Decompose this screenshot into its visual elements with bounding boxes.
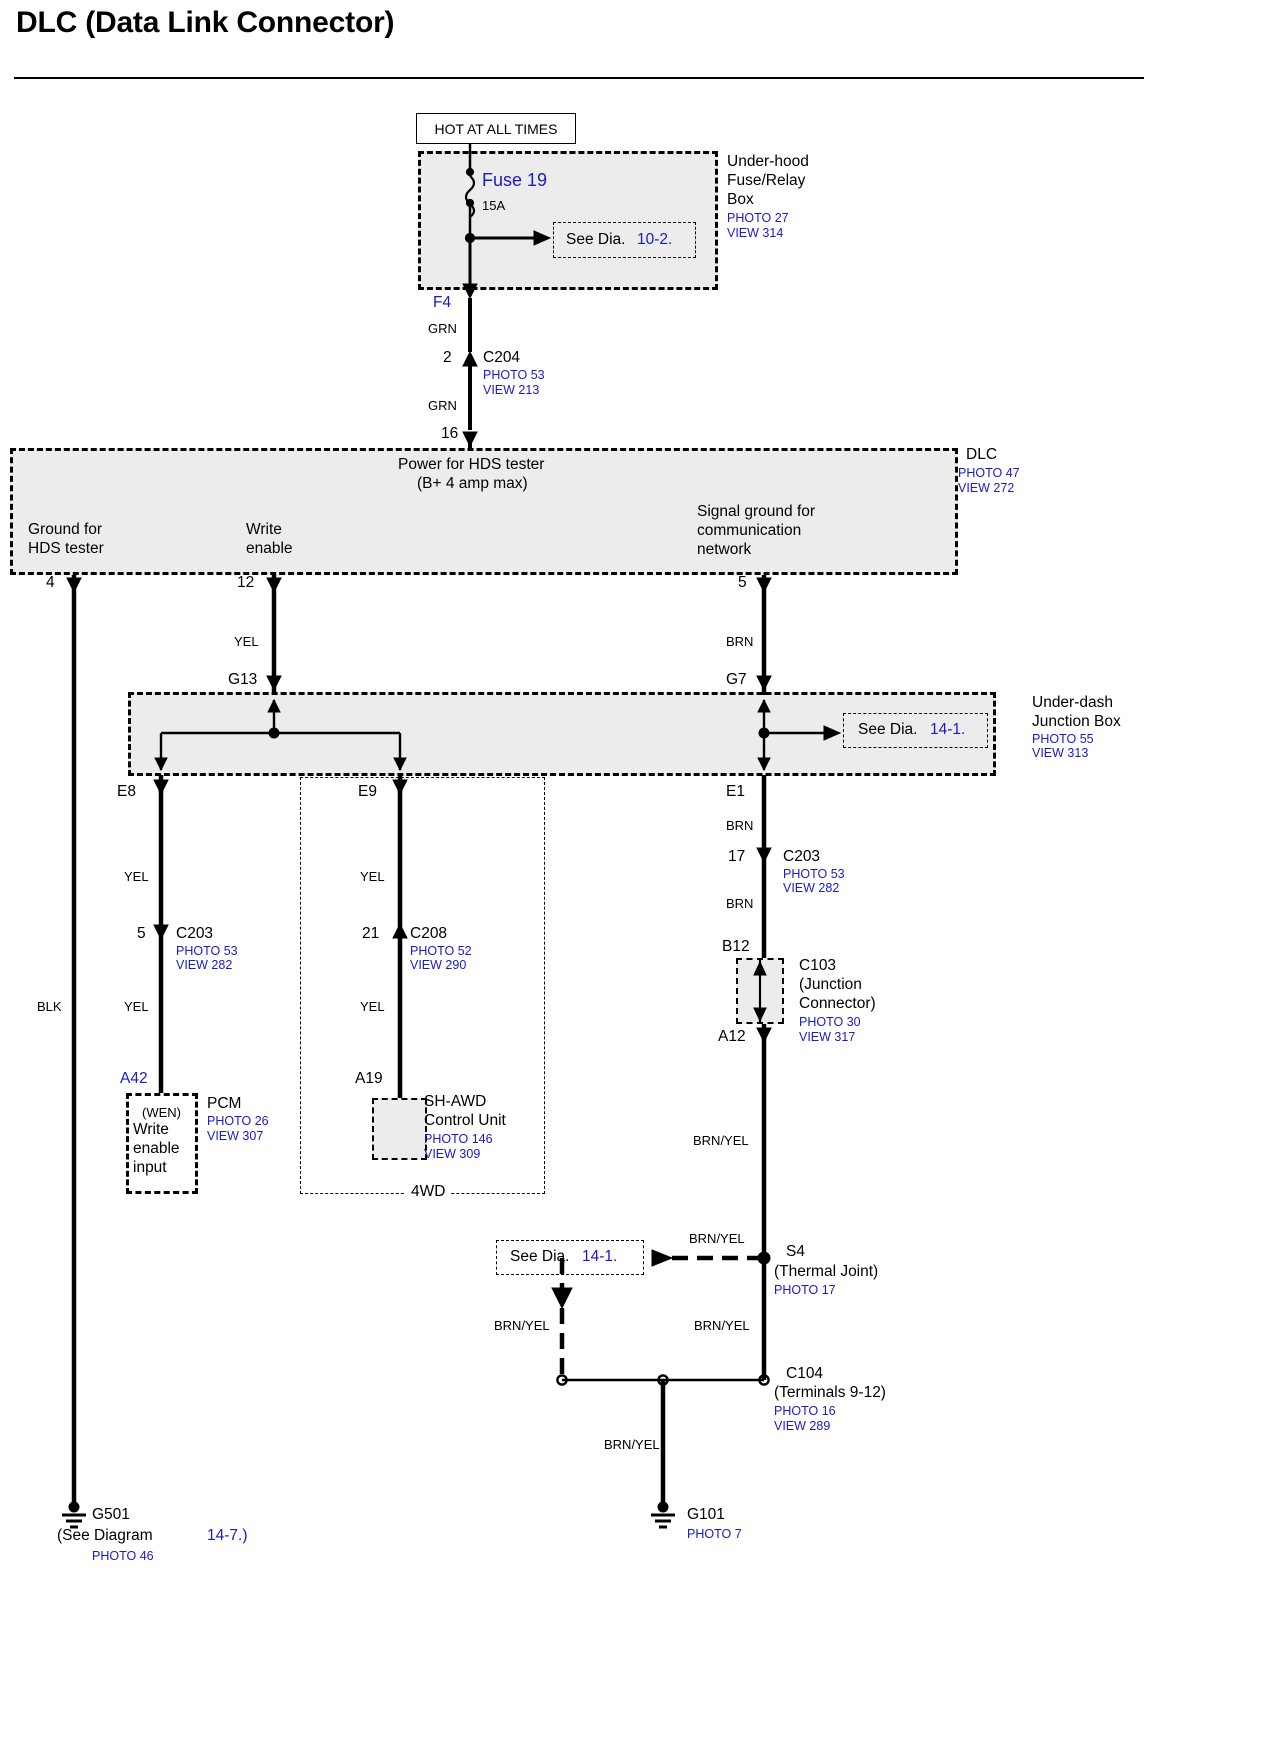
dlc-ground-l2: HDS tester	[28, 540, 104, 557]
c203-left-photo: PHOTO 53	[176, 944, 238, 958]
c104-name: C104	[786, 1365, 824, 1382]
c103-line3: Connector)	[799, 995, 876, 1012]
a19-label: A19	[355, 1070, 383, 1087]
under-hood-label-l3: Box	[727, 191, 754, 208]
brn-label-e1: BRN	[726, 818, 754, 833]
see-dia-14-1-bottom-ref[interactable]: 14-1.	[582, 1248, 618, 1265]
c208-name: C208	[410, 925, 448, 942]
see-dia-14-1-bottom-prefix: See Dia.	[510, 1248, 570, 1265]
dlc-pin-16: 16	[441, 425, 459, 442]
dlc-view: VIEW 272	[958, 481, 1015, 495]
yel-label-1: YEL	[234, 634, 259, 649]
s4-name: S4	[786, 1243, 805, 1260]
dlc-pin-5: 5	[738, 574, 747, 591]
under-dash-label-l1: Under-dash	[1032, 694, 1113, 711]
c203-top-photo: PHOTO 53	[783, 867, 845, 881]
c204-view: VIEW 213	[483, 383, 540, 397]
grn-label-2: GRN	[428, 398, 457, 413]
hot-at-all-times-label: HOT AT ALL TIMES	[434, 120, 558, 137]
dlc-photo: PHOTO 47	[958, 466, 1020, 480]
fuse-rating-label: 15A	[482, 198, 506, 213]
dlc-pin-12: 12	[237, 574, 255, 591]
g501-see-prefix: (See Diagram	[57, 1527, 153, 1544]
pcm-photo: PHOTO 26	[207, 1114, 269, 1128]
shawd-photo: PHOTO 146	[424, 1132, 493, 1146]
c203-left-view: VIEW 282	[176, 958, 233, 972]
pcm-wen: (WEN)	[142, 1105, 181, 1120]
under-dash-view: VIEW 313	[1032, 746, 1089, 760]
c104-photo: PHOTO 16	[774, 1404, 836, 1418]
c203-top-view: VIEW 282	[783, 881, 840, 895]
brn-label-1: BRN	[726, 634, 754, 649]
shawd-line1: SH-AWD	[424, 1093, 487, 1110]
brn-yel-s4-label: BRN/YEL	[689, 1231, 745, 1246]
under-hood-view: VIEW 314	[727, 226, 784, 240]
brn-label-mid: BRN	[726, 896, 754, 911]
shawd-line2: Control Unit	[424, 1112, 506, 1129]
s4-line2: (Thermal Joint)	[774, 1263, 879, 1280]
c208-view: VIEW 290	[410, 958, 467, 972]
see-dia-14-1-top-ref[interactable]: 14-1.	[930, 721, 966, 738]
see-dia-10-2-ref[interactable]: 10-2.	[637, 231, 673, 248]
brn-yel-right2-label: BRN/YEL	[694, 1318, 750, 1333]
c203-left-pin: 5	[137, 925, 146, 942]
hot-at-all-times-box	[416, 113, 576, 144]
c204-name: C204	[483, 349, 521, 366]
g101-name: G101	[687, 1506, 725, 1523]
c203-left-name: C203	[176, 925, 214, 942]
c103-name: C103	[799, 957, 837, 974]
f4-label: F4	[433, 294, 452, 311]
c103-view: VIEW 317	[799, 1030, 856, 1044]
e9-label: E9	[358, 783, 377, 800]
c203-top-name: C203	[783, 848, 821, 865]
dlc-write-l2: enable	[246, 540, 293, 557]
brn-yel-left2-label: BRN/YEL	[494, 1318, 550, 1333]
see-dia-14-1-top-prefix: See Dia.	[858, 721, 918, 738]
under-dash-label-l2: Junction Box	[1032, 713, 1121, 730]
g101-photo: PHOTO 7	[687, 1527, 742, 1541]
yel-label-left-low: YEL	[124, 999, 149, 1014]
c104-view: VIEW 289	[774, 1419, 831, 1433]
yel-label-e9: YEL	[360, 869, 385, 884]
c103-box	[736, 958, 784, 1024]
g7-label: G7	[726, 671, 747, 688]
a42-label: A42	[120, 1070, 148, 1087]
g501-ref[interactable]: 14-7.)	[207, 1527, 248, 1544]
page-title: DLC (Data Link Connector)	[16, 6, 395, 39]
fourwd-label: 4WD	[405, 1183, 451, 1201]
pcm-line2: enable	[133, 1140, 180, 1157]
under-dash-photo: PHOTO 55	[1032, 732, 1094, 746]
c203-top-pin: 17	[728, 848, 746, 865]
a12-label: A12	[718, 1028, 746, 1045]
g501-photo: PHOTO 46	[92, 1549, 154, 1563]
yel-label-mid-low: YEL	[360, 999, 385, 1014]
dlc-power-l2: (B+ 4 amp max)	[417, 475, 528, 492]
e1-label: E1	[726, 783, 745, 800]
dlc-name: DLC	[966, 446, 998, 463]
dlc-write-l1: Write	[246, 521, 282, 538]
under-hood-photo: PHOTO 27	[727, 211, 789, 225]
dlc-pin-4: 4	[46, 574, 55, 591]
g501-name: G501	[92, 1506, 130, 1523]
e8-label: E8	[117, 783, 136, 800]
see-dia-10-2-prefix: See Dia.	[566, 231, 626, 248]
g13-label: G13	[228, 671, 258, 688]
c208-pin: 21	[362, 925, 380, 942]
brn-yel-bottom-label: BRN/YEL	[604, 1437, 660, 1452]
c204-photo: PHOTO 53	[483, 368, 545, 382]
under-hood-label-l2: Fuse/Relay	[727, 172, 806, 189]
pcm-line1: Write	[133, 1121, 169, 1138]
blk-label: BLK	[37, 999, 62, 1014]
pcm-name: PCM	[207, 1095, 242, 1112]
grn-label-1: GRN	[428, 321, 457, 336]
title-divider	[14, 77, 1144, 79]
shawd-view: VIEW 309	[424, 1147, 481, 1161]
under-hood-fuse-relay-box	[418, 151, 718, 290]
pcm-line3: input	[133, 1159, 167, 1176]
shawd-box	[372, 1098, 427, 1160]
s4-photo: PHOTO 17	[774, 1283, 836, 1297]
c204-pin: 2	[443, 349, 452, 366]
b12-label: B12	[722, 938, 750, 955]
fuse-19-label: Fuse 19	[482, 170, 548, 190]
dlc-signal-l1: Signal ground for	[697, 503, 816, 520]
brn-yel-long-label: BRN/YEL	[693, 1133, 749, 1148]
yel-label-e8: YEL	[124, 869, 149, 884]
c208-photo: PHOTO 52	[410, 944, 472, 958]
under-hood-label-l1: Under-hood	[727, 153, 809, 170]
dlc-ground-l1: Ground for	[28, 521, 103, 538]
dlc-signal-l2: communication	[697, 522, 802, 539]
c103-line2: (Junction	[799, 976, 862, 993]
dlc-power-l1: Power for HDS tester	[398, 456, 545, 473]
dlc-signal-l3: network	[697, 541, 752, 558]
pcm-view: VIEW 307	[207, 1129, 264, 1143]
c103-photo: PHOTO 30	[799, 1015, 861, 1029]
c104-line2: (Terminals 9-12)	[774, 1384, 886, 1401]
